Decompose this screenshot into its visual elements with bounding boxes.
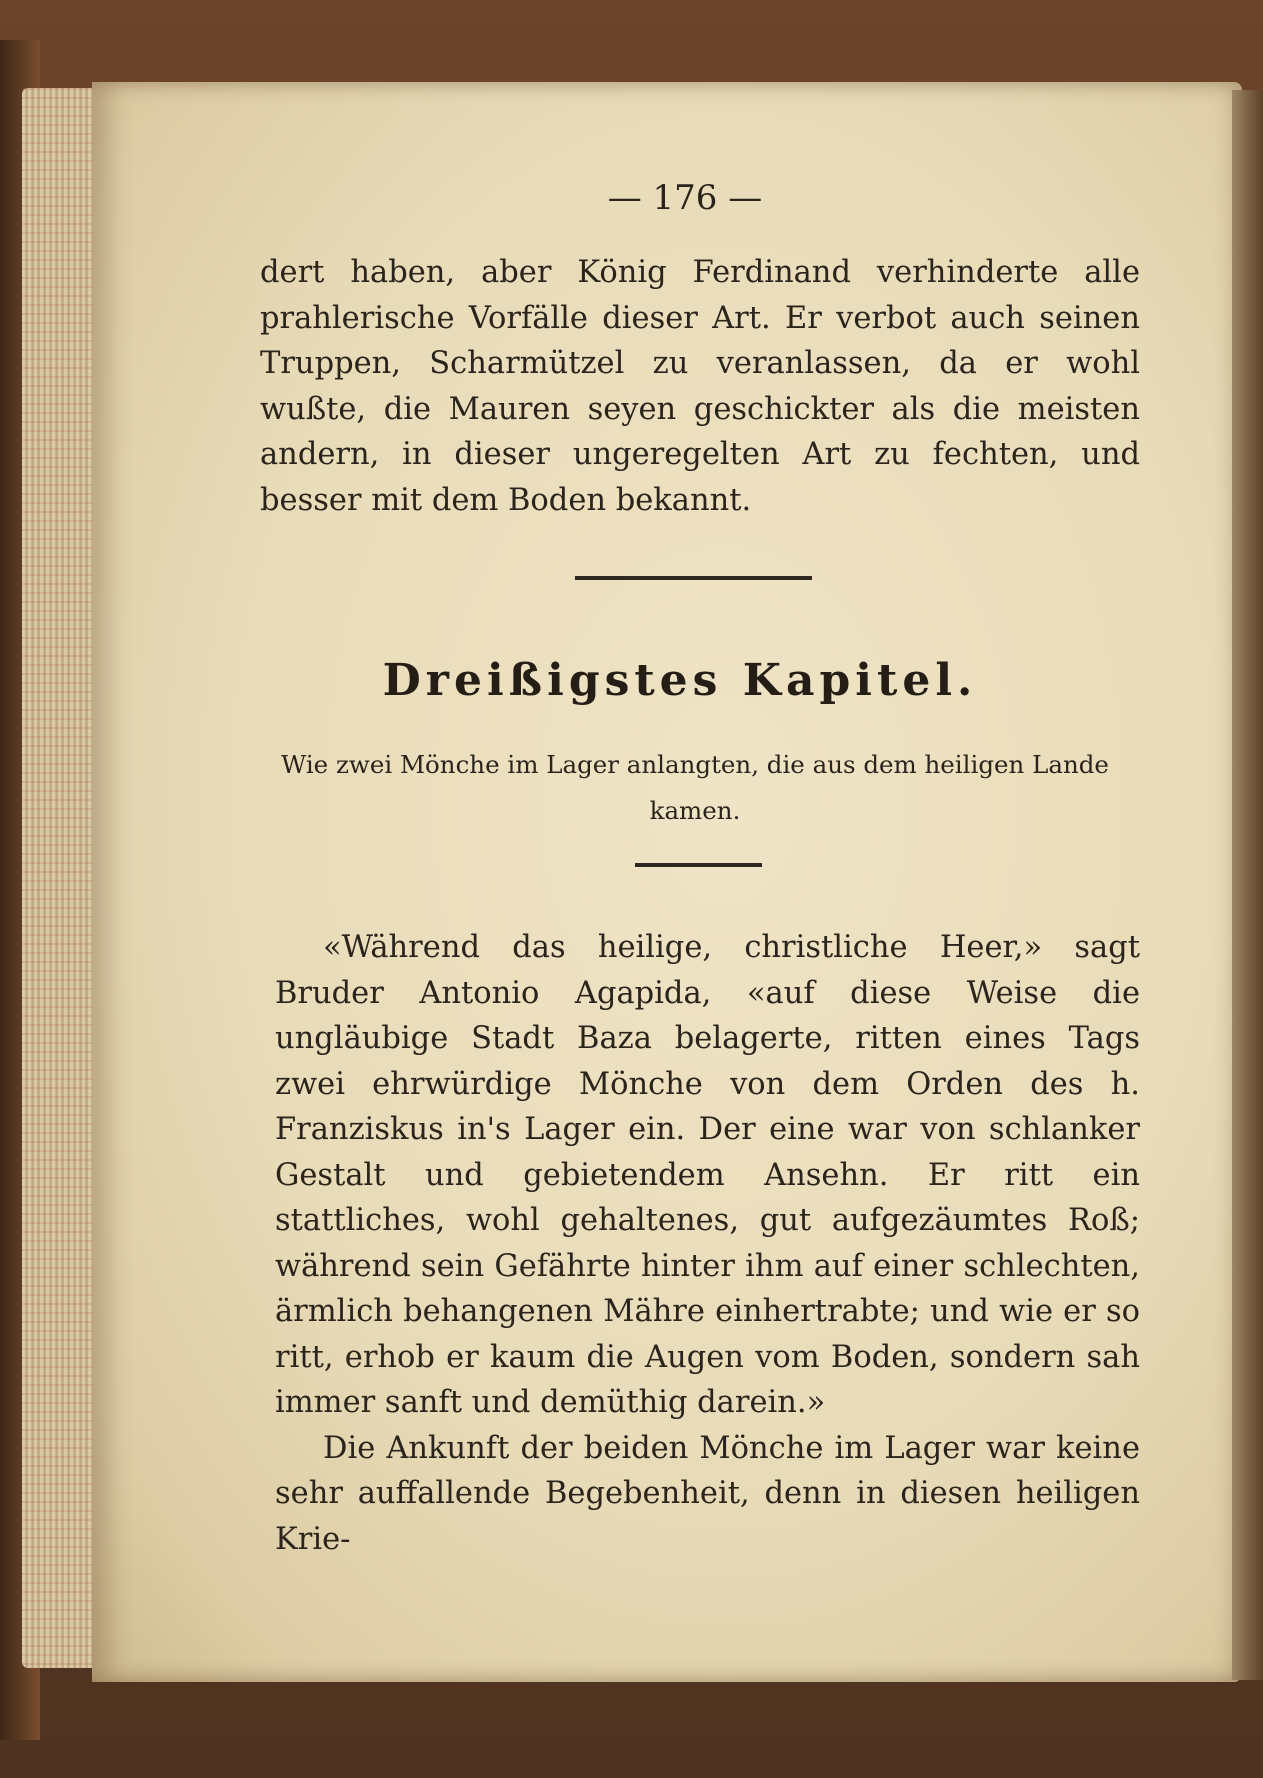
continuation-paragraph <box>260 250 1140 523</box>
gutter-shadow <box>1232 90 1263 1680</box>
chapter-title: Dreißigstes Kapitel. <box>382 655 978 706</box>
paragraph: «Während das heilige, christliche Heer,» sagt Bruder Antonio Agapida, «auf diese Weise die ungläubige Stadt Baza belagerte, ritten eines Tags zwei ehrwürdige Mönche von dem Orden des h. Franziskus in's Lager ein. Der eine war von schlanker Gestalt und gebietendem Ansehn. Er ritt ein stattliches, wohl gehaltenes, gut aufgezäumtes Roß; während sein Gefährte hinter ihm auf einer schlechten, ärmlich behangenen Mähre einhertrabte; und wie er so ritt, erhob er kaum die Augen vom Boden, sondern sah immer sanft und demüthig darein.» <box>275 930 1140 1420</box>
section-divider <box>575 576 812 580</box>
paragraph: Die Ankunft der beiden Mönche im Lager war keine sehr auffallende Begebenheit, denn in diesen heiligen Krie- <box>275 1430 1140 1557</box>
page-number: — 176 — <box>607 178 763 218</box>
chapter-summary: Wie zwei Mönche im Lager anlangten, die aus dem heiligen Lande kamen. <box>281 750 1109 825</box>
page-stack-edge <box>22 88 100 1668</box>
chapter-divider <box>635 863 762 867</box>
chapter-body <box>275 925 1140 1562</box>
continuation-text: dert haben, aber König Ferdinand verhinderte alle prahlerische Vorfälle dieser Art. Er verbot auch seinen Truppen, Scharmützel zu veranlassen, da er wohl wußte, die Mauren seyen geschickter als die meisten andern, in dieser ungeregelten Art zu fechten, und besser mit dem Boden bekannt. <box>260 255 1140 518</box>
